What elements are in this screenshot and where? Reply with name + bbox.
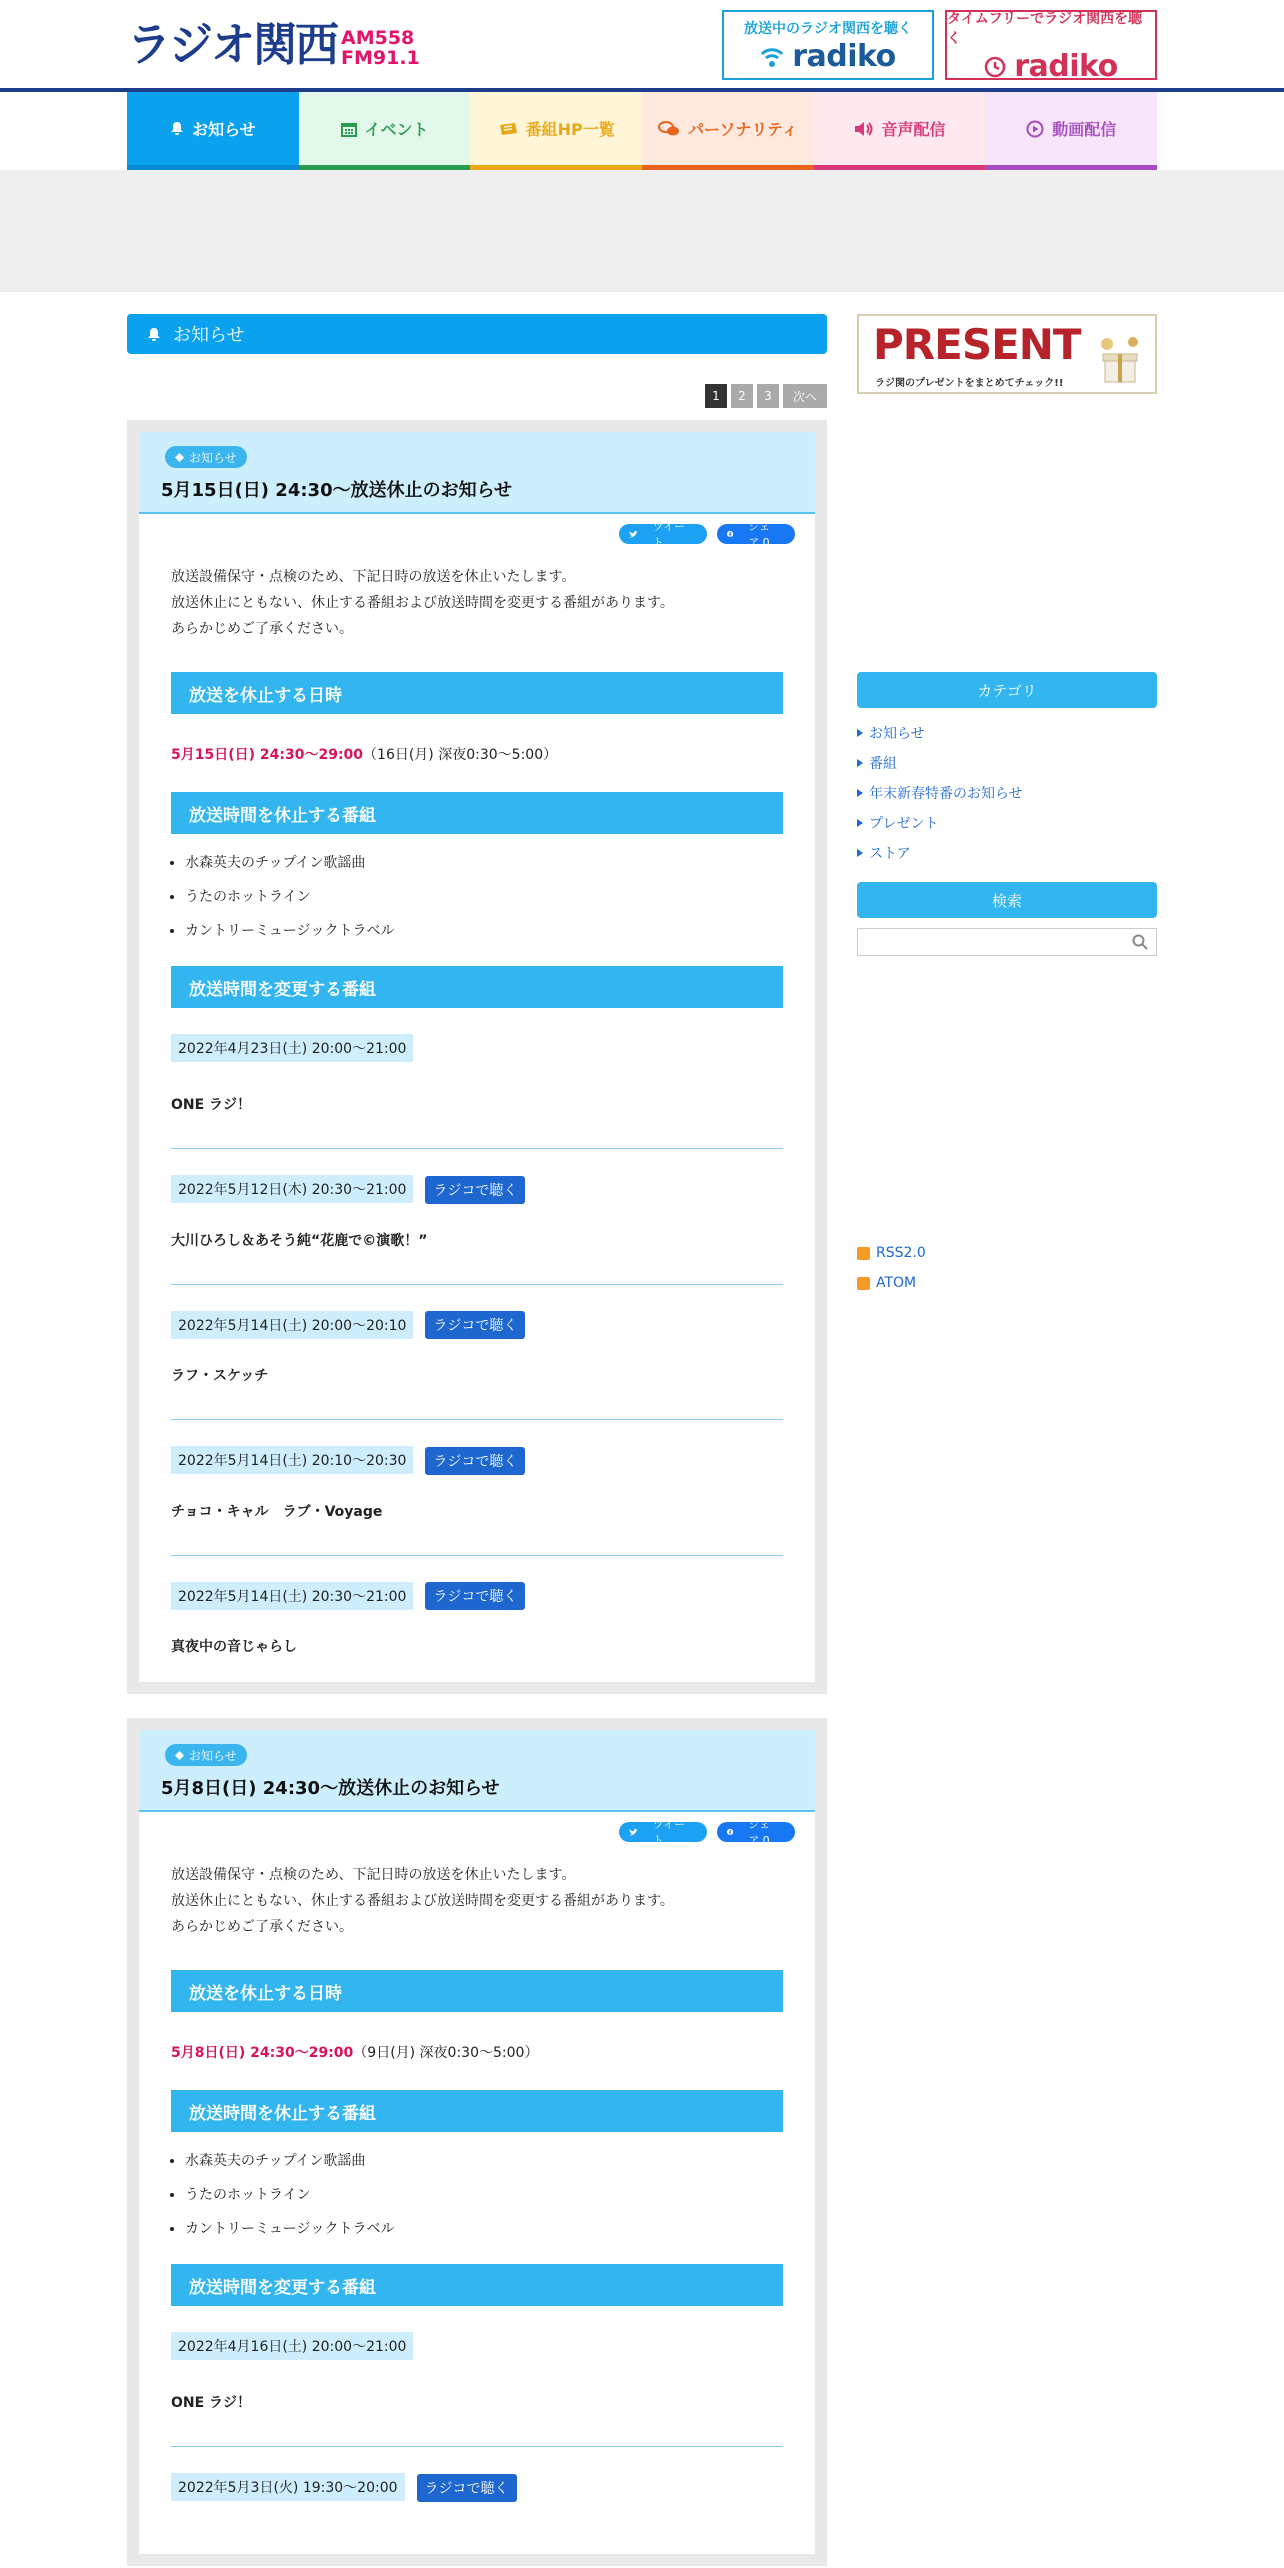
nav-video[interactable]: 動画配信	[985, 92, 1157, 170]
next-page-button[interactable]: 次へ	[783, 384, 827, 408]
radiko-wordmark: radiko	[1014, 49, 1118, 84]
facebook-icon	[727, 529, 733, 539]
facebook-icon	[727, 1827, 733, 1837]
radiko-wordmark: radiko	[792, 39, 896, 74]
twitter-icon	[629, 1828, 638, 1837]
suspend-time: 5月15日(日) 24:30～29:00（16日(月) 深夜0:30～5:00）	[171, 747, 558, 763]
time-tag: 2022年5月3日(火) 19:30～20:00	[171, 2473, 405, 2501]
post-header	[139, 1730, 815, 1812]
list-item: • 水森英夫のチップイン歌謡曲	[185, 852, 783, 872]
logo-am: AM558	[341, 27, 415, 49]
time-tag: 2022年4月16日(土) 20:00～21:00	[171, 2332, 413, 2360]
time-tag: 2022年5月14日(土) 20:10～20:30	[171, 1446, 413, 1474]
wifi-icon	[760, 46, 784, 68]
nav-events[interactable]: イベント	[299, 92, 471, 170]
play-circle-icon	[1026, 120, 1044, 138]
facebook-share-button[interactable]: シェア 0	[717, 1822, 795, 1842]
program-name: ラフ・スケッチ	[171, 1368, 269, 1384]
nav-audio[interactable]: 音声配信	[814, 92, 986, 170]
list-item: • カントリーミュージックトラベル	[185, 2218, 783, 2238]
rss-feed-link[interactable]: RSS2.0	[857, 1238, 1157, 1268]
category-list	[857, 718, 1157, 868]
schedule-entry	[171, 1149, 783, 1285]
category-link[interactable]: お知らせ	[857, 718, 1157, 748]
ad-banner-area	[0, 170, 1284, 292]
clock-icon	[984, 56, 1006, 78]
changed-programs-heading: 放送時間を変更する番組	[171, 2264, 783, 2306]
radiko-live-button[interactable]	[722, 10, 934, 80]
nav-news[interactable]: お知らせ	[127, 92, 299, 170]
suspend-programs-heading: 放送時間を休止する番組	[171, 792, 783, 834]
schedule-entry	[171, 2447, 783, 2534]
logo-text: ラジオ関西	[127, 18, 337, 73]
bell-icon	[147, 327, 161, 342]
radiko-live-label: 放送中のラジオ関西を聴く	[744, 21, 912, 37]
post-intro: 放送設備保守・点検のため、下記日時の放送を休止いたします。 放送休止にともない、休止する番組および放送時間を変更する番組があります。 あらかじめご了承ください。	[171, 1867, 674, 1935]
search-icon[interactable]	[1132, 934, 1148, 950]
schedule-entry	[171, 2306, 783, 2447]
post-card	[127, 420, 827, 1694]
list-item: • カントリーミュージックトラベル	[185, 920, 783, 940]
logo-frequency	[341, 28, 420, 68]
site-logo[interactable]	[127, 18, 420, 73]
site-header	[0, 0, 1284, 92]
program-name: 大川ひろし＆あそう純“花鹿で©演歌！”	[171, 1232, 428, 1249]
post-title[interactable]: 5月15日(日) 24:30～放送休止のお知らせ	[161, 480, 513, 501]
post-title[interactable]: 5月8日(日) 24:30～放送休止のお知らせ	[161, 1778, 500, 1799]
post-card	[127, 1718, 827, 2566]
tweet-button[interactable]: ツイート	[619, 524, 707, 544]
page-1[interactable]: 1	[705, 384, 727, 408]
program-name: ONE ラジ！	[171, 2395, 252, 2411]
present-banner[interactable]	[857, 314, 1157, 394]
suspend-time-heading: 放送を休止する日時	[171, 1970, 783, 2012]
main-nav	[127, 92, 1157, 170]
tag-icon	[175, 453, 184, 462]
facebook-share-button[interactable]: シェア 0	[717, 524, 795, 544]
category-badge[interactable]: お知らせ	[165, 446, 247, 468]
search-input[interactable]	[857, 928, 1157, 956]
category-link[interactable]: 年末新春特番のお知らせ	[857, 778, 1157, 808]
main-content	[127, 314, 827, 2566]
changed-programs-heading: 放送時間を変更する番組	[171, 966, 783, 1008]
listen-radiko-button[interactable]: ラジコで聴く	[417, 2474, 517, 2502]
radiko-timefree-label: タイムフリーでラジオ関西を聴く	[947, 11, 1143, 47]
gift-icon	[1097, 336, 1143, 384]
listen-radiko-button[interactable]: ラジコで聴く	[425, 1447, 525, 1475]
bell-icon	[170, 121, 184, 136]
atom-feed-link[interactable]: ATOM	[857, 1268, 1157, 1298]
suspend-time: 5月8日(日) 24:30～29:00（9日(月) 深夜0:30～5:00）	[171, 2045, 539, 2061]
nav-personality[interactable]: パーソナリティ	[642, 92, 814, 170]
post-intro: 放送設備保守・点検のため、下記日時の放送を休止いたします。 放送休止にともない、休止する番組および放送時間を変更する番組があります。 あらかじめご了承ください。	[171, 569, 674, 637]
rss-icon	[857, 1247, 870, 1260]
sidebar	[857, 314, 1157, 1298]
schedule-entry	[171, 1285, 783, 1421]
program-name: ONE ラジ！	[171, 1097, 252, 1113]
logo-fm: FM91.1	[341, 47, 420, 69]
list-item: • うたのホットライン	[185, 2184, 783, 2204]
speaker-icon	[854, 121, 874, 137]
section-title: お知らせ	[173, 325, 245, 346]
present-title: PRESENT	[873, 320, 1081, 369]
ticket-icon	[498, 122, 518, 136]
page-2[interactable]: 2	[731, 384, 753, 408]
category-badge[interactable]: お知らせ	[165, 1744, 247, 1766]
suspend-time-heading: 放送を休止する日時	[171, 672, 783, 714]
radiko-timefree-button[interactable]	[945, 10, 1157, 84]
suspend-programs-list	[171, 2150, 783, 2238]
list-item: • 水森英夫のチップイン歌謡曲	[185, 2150, 783, 2170]
time-tag: 2022年5月12日(木) 20:30～21:00	[171, 1175, 413, 1203]
category-link[interactable]: プレゼント	[857, 808, 1157, 838]
calendar-icon	[341, 121, 357, 137]
present-caption: ラジ関のプレゼントをまとめてチェック!!	[875, 378, 1064, 389]
rss-icon	[857, 1277, 870, 1290]
tweet-button[interactable]: ツイート	[619, 1822, 707, 1842]
suspend-programs-list	[171, 852, 783, 940]
category-link[interactable]: ストア	[857, 838, 1157, 868]
listen-radiko-button[interactable]: ラジコで聴く	[425, 1582, 525, 1610]
category-heading: カテゴリ	[857, 672, 1157, 708]
post-header	[139, 432, 815, 514]
nav-programs[interactable]: 番組HP一覧	[470, 92, 642, 170]
listen-radiko-button[interactable]: ラジコで聴く	[425, 1176, 525, 1204]
tag-icon	[175, 1751, 184, 1760]
pagination	[127, 384, 827, 408]
listen-radiko-button[interactable]: ラジコで聴く	[425, 1311, 525, 1339]
list-item: • うたのホットライン	[185, 886, 783, 906]
speech-bubbles-icon	[658, 121, 680, 137]
time-tag: 2022年5月14日(土) 20:30～21:00	[171, 1582, 413, 1610]
time-tag: 2022年5月14日(土) 20:00～20:10	[171, 1311, 413, 1339]
search-heading: 検索	[857, 882, 1157, 918]
schedule-entry	[171, 1008, 783, 1149]
twitter-icon	[629, 530, 638, 539]
time-tag: 2022年4月23日(土) 20:00～21:00	[171, 1034, 413, 1062]
page-3[interactable]: 3	[757, 384, 779, 408]
category-link[interactable]: 番組	[857, 748, 1157, 778]
share-buttons	[139, 1812, 815, 1847]
section-header	[127, 314, 827, 354]
program-name: 真夜中の音じゃらし	[171, 1639, 297, 1655]
program-name: チョコ・キャル ラブ・Voyage	[171, 1503, 383, 1520]
schedule-entry	[171, 1556, 783, 1663]
share-buttons	[139, 514, 815, 549]
schedule-entry	[171, 1420, 783, 1556]
suspend-programs-heading: 放送時間を休止する番組	[171, 2090, 783, 2132]
